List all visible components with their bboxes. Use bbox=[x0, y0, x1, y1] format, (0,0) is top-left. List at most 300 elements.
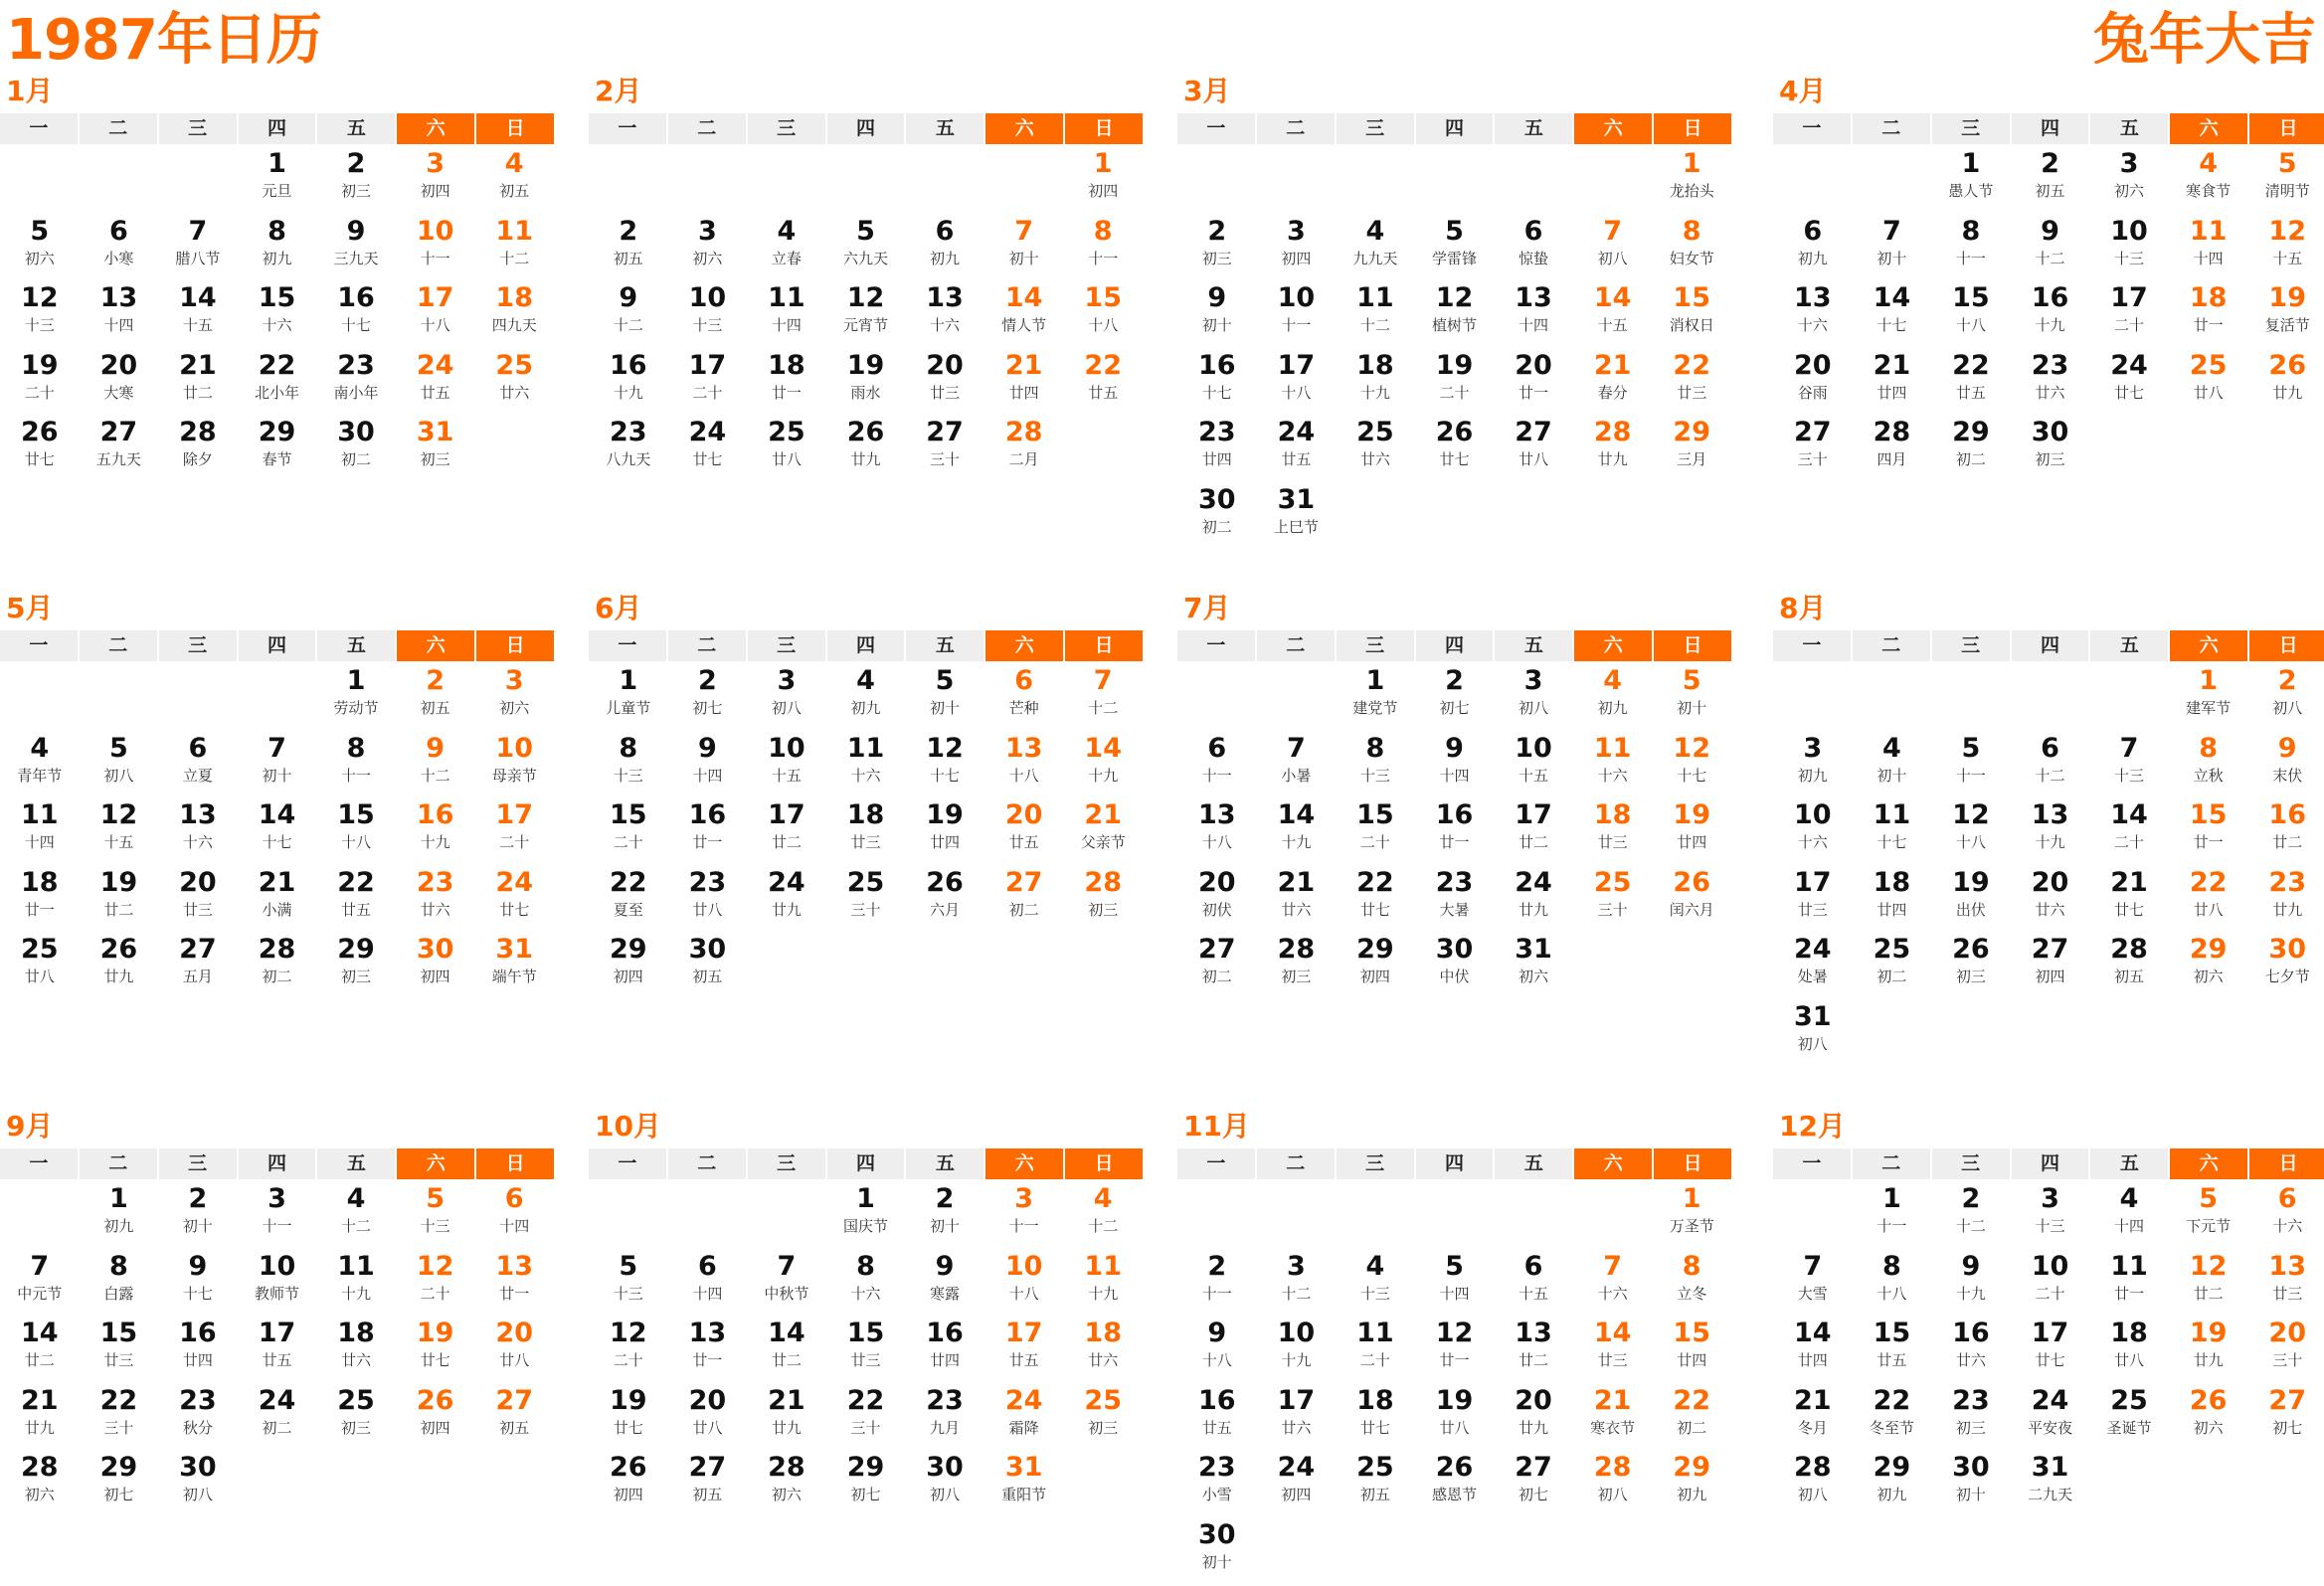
day-number: 30 bbox=[1415, 934, 1495, 965]
lunar-label: 初三 bbox=[316, 965, 396, 988]
day-number: 11 bbox=[2089, 1251, 2169, 1282]
weekday-label: 一 bbox=[0, 1148, 78, 1179]
day-cell bbox=[747, 282, 826, 350]
day-cell bbox=[316, 1318, 396, 1385]
lunar-label: 初伏 bbox=[1177, 898, 1257, 922]
day-number: 17 bbox=[1257, 350, 1337, 381]
day-number: 18 bbox=[0, 867, 80, 898]
day-number: 30 bbox=[316, 417, 396, 447]
lunar-label: 廿八 bbox=[474, 1348, 554, 1372]
day-cell bbox=[0, 934, 80, 1001]
day-number: 13 bbox=[2011, 799, 2090, 830]
day-cell bbox=[0, 799, 80, 867]
month-name: 9月 bbox=[0, 1109, 554, 1145]
day-cell bbox=[747, 417, 826, 484]
weekday-label: 二 bbox=[1853, 630, 1930, 661]
day-number: 13 bbox=[1177, 799, 1257, 830]
day-number: 5 bbox=[1652, 665, 1731, 696]
day-number: 7 bbox=[1573, 216, 1653, 247]
lunar-label: 初三 bbox=[1257, 965, 1337, 988]
day-cell bbox=[1177, 417, 1257, 484]
month-4 bbox=[1773, 74, 2324, 484]
day-cell bbox=[238, 216, 317, 283]
day-number: 1 bbox=[1652, 148, 1731, 179]
day-cell bbox=[1177, 934, 1257, 1001]
day-number: 3 bbox=[238, 1183, 317, 1214]
lunar-label: 廿五 bbox=[984, 830, 1064, 854]
day-number: 5 bbox=[589, 1251, 668, 1282]
lunar-label: 廿三 bbox=[905, 381, 984, 405]
day-cell bbox=[238, 1183, 317, 1251]
day-number: 1 bbox=[589, 665, 668, 696]
lunar-label: 惊蛰 bbox=[1494, 247, 1573, 270]
lunar-label: 父亲节 bbox=[1063, 830, 1143, 854]
day-cell bbox=[2169, 1385, 2248, 1453]
day-cell bbox=[238, 148, 317, 216]
day-cell bbox=[2247, 282, 2324, 350]
lunar-label: 初三 bbox=[1063, 898, 1143, 922]
day-cell bbox=[80, 350, 159, 418]
day-number: 24 bbox=[474, 867, 554, 898]
lunar-label: 初九 bbox=[1773, 764, 1853, 788]
weekday-label: 四 bbox=[1416, 630, 1494, 661]
weekday-label: 三 bbox=[1932, 113, 2010, 144]
weekday-label: 二 bbox=[668, 1148, 746, 1179]
day-cell bbox=[2011, 733, 2090, 800]
day-number: 16 bbox=[2247, 799, 2324, 830]
day-cell bbox=[905, 665, 984, 733]
day-number: 17 bbox=[2089, 282, 2169, 313]
day-cell bbox=[826, 1385, 906, 1453]
day-cell bbox=[2169, 934, 2248, 1001]
weekday-label: 四 bbox=[1416, 113, 1494, 144]
lunar-label: 植树节 bbox=[1415, 313, 1495, 337]
day-number: 9 bbox=[1415, 733, 1495, 764]
day-number: 19 bbox=[826, 350, 906, 381]
day-cell bbox=[0, 350, 80, 418]
lunar-label: 廿八 bbox=[2169, 381, 2248, 405]
lunar-label: 十九 bbox=[1063, 764, 1143, 788]
weekday-label: 六 bbox=[397, 113, 474, 144]
day-cell bbox=[474, 1318, 554, 1385]
lunar-label: 雨水 bbox=[826, 381, 906, 405]
lunar-label: 北小年 bbox=[238, 381, 317, 405]
lunar-label: 十六 bbox=[158, 830, 238, 854]
lunar-label: 初四 bbox=[1257, 1483, 1337, 1506]
day-number: 23 bbox=[316, 350, 396, 381]
weekday-header bbox=[1773, 113, 2324, 144]
month-name: 3月 bbox=[1177, 74, 1731, 109]
day-number: 19 bbox=[1415, 350, 1495, 381]
lunar-label: 初二 bbox=[316, 447, 396, 471]
day-cell bbox=[1573, 665, 1653, 733]
day-number: 29 bbox=[1652, 417, 1731, 447]
day-number: 21 bbox=[158, 350, 238, 381]
day-number: 19 bbox=[80, 867, 159, 898]
day-number: 12 bbox=[1415, 1318, 1495, 1348]
day-grid bbox=[1773, 148, 2324, 484]
lunar-label: 廿九 bbox=[826, 447, 906, 471]
day-number: 24 bbox=[747, 867, 826, 898]
empty-cell bbox=[1853, 665, 1932, 733]
lunar-label: 十九 bbox=[2011, 313, 2090, 337]
day-cell bbox=[1336, 733, 1415, 800]
lunar-label: 廿四 bbox=[984, 381, 1064, 405]
empty-cell bbox=[668, 1183, 748, 1251]
month-2 bbox=[589, 74, 1143, 484]
day-number: 11 bbox=[747, 282, 826, 313]
day-number: 4 bbox=[1853, 733, 1932, 764]
lunar-label: 初五 bbox=[474, 1416, 554, 1440]
lunar-label: 下元节 bbox=[2169, 1214, 2248, 1238]
lunar-label: 十四 bbox=[80, 313, 159, 337]
day-number: 28 bbox=[0, 1452, 80, 1483]
month-11 bbox=[1177, 1109, 1731, 1586]
month-name: 8月 bbox=[1773, 591, 2324, 626]
day-number: 12 bbox=[2247, 216, 2324, 247]
day-cell bbox=[1063, 282, 1143, 350]
day-number: 2 bbox=[158, 1183, 238, 1214]
day-number: 13 bbox=[1494, 1318, 1573, 1348]
day-cell bbox=[396, 1385, 475, 1453]
lunar-label: 十一 bbox=[1177, 764, 1257, 788]
day-cell bbox=[2089, 350, 2169, 418]
day-cell bbox=[0, 282, 80, 350]
day-cell bbox=[1573, 1385, 1653, 1453]
day-cell bbox=[2089, 282, 2169, 350]
day-cell bbox=[1415, 216, 1495, 283]
day-cell bbox=[1415, 733, 1495, 800]
lunar-label: 十九 bbox=[2011, 830, 2090, 854]
day-number: 29 bbox=[238, 417, 317, 447]
day-cell bbox=[474, 733, 554, 800]
day-cell bbox=[316, 733, 396, 800]
day-number: 10 bbox=[1257, 282, 1337, 313]
day-number: 1 bbox=[2169, 665, 2248, 696]
day-number: 18 bbox=[1336, 350, 1415, 381]
day-number: 4 bbox=[1063, 1183, 1143, 1214]
day-number: 28 bbox=[1063, 867, 1143, 898]
lunar-label: 初五 bbox=[474, 179, 554, 203]
weekday-label: 日 bbox=[2249, 630, 2324, 661]
day-number: 22 bbox=[1336, 867, 1415, 898]
day-cell bbox=[1931, 216, 2011, 283]
lunar-label: 冬至节 bbox=[1853, 1416, 1932, 1440]
weekday-label: 三 bbox=[1337, 113, 1414, 144]
day-cell bbox=[2011, 867, 2090, 935]
day-number: 6 bbox=[1177, 733, 1257, 764]
weekday-label: 日 bbox=[476, 1148, 554, 1179]
day-cell bbox=[238, 282, 317, 350]
day-number: 18 bbox=[1063, 1318, 1143, 1348]
weekday-header bbox=[0, 1148, 554, 1179]
day-cell bbox=[1063, 350, 1143, 418]
day-cell bbox=[905, 1452, 984, 1519]
day-number: 7 bbox=[1257, 733, 1337, 764]
day-number: 12 bbox=[826, 282, 906, 313]
day-number: 25 bbox=[1573, 867, 1653, 898]
lunar-label: 三十 bbox=[826, 1416, 906, 1440]
day-number: 15 bbox=[1652, 1318, 1731, 1348]
day-cell bbox=[668, 417, 748, 484]
lunar-label: 廿七 bbox=[396, 1348, 475, 1372]
day-number: 15 bbox=[826, 1318, 906, 1348]
day-cell bbox=[2011, 417, 2090, 484]
day-cell bbox=[1652, 148, 1731, 216]
month-1 bbox=[0, 74, 554, 484]
lunar-label: 廿四 bbox=[1652, 1348, 1731, 1372]
weekday-label: 一 bbox=[1773, 113, 1851, 144]
day-number: 3 bbox=[984, 1183, 1064, 1214]
day-number: 23 bbox=[2247, 867, 2324, 898]
lunar-label: 十一 bbox=[396, 247, 475, 270]
lunar-label: 初七 bbox=[826, 1483, 906, 1506]
lunar-label: 十二 bbox=[2011, 764, 2090, 788]
page-title: 1987年日历 bbox=[6, 0, 321, 76]
day-cell bbox=[984, 1452, 1064, 1519]
lunar-label: 十一 bbox=[984, 1214, 1064, 1238]
day-number: 5 bbox=[2169, 1183, 2248, 1214]
lunar-label: 初九 bbox=[238, 247, 317, 270]
day-number: 27 bbox=[1177, 934, 1257, 965]
lunar-label: 廿一 bbox=[474, 1282, 554, 1306]
day-number: 21 bbox=[1573, 1385, 1653, 1416]
day-number: 8 bbox=[589, 733, 668, 764]
day-number: 28 bbox=[1573, 417, 1653, 447]
lunar-label: 廿八 bbox=[1415, 1416, 1495, 1440]
day-number: 16 bbox=[1931, 1318, 2011, 1348]
day-cell bbox=[1336, 216, 1415, 283]
day-number: 24 bbox=[1494, 867, 1573, 898]
day-cell bbox=[158, 1251, 238, 1319]
lunar-label: 六月 bbox=[905, 898, 984, 922]
day-number: 12 bbox=[396, 1251, 475, 1282]
day-cell bbox=[1931, 148, 2011, 216]
lunar-label: 十一 bbox=[1931, 764, 2011, 788]
lunar-label: 初五 bbox=[2011, 179, 2090, 203]
day-number: 29 bbox=[1931, 417, 2011, 447]
lunar-label: 中秋节 bbox=[747, 1282, 826, 1306]
lunar-label: 廿九 bbox=[747, 1416, 826, 1440]
lunar-label: 元宵节 bbox=[826, 313, 906, 337]
lunar-label: 小寒 bbox=[80, 247, 159, 270]
lunar-label: 初二 bbox=[1177, 515, 1257, 539]
lunar-label: 二十 bbox=[1415, 381, 1495, 405]
lunar-label: 廿六 bbox=[1257, 898, 1337, 922]
day-number: 19 bbox=[1652, 799, 1731, 830]
day-cell bbox=[905, 867, 984, 935]
lunar-label: 二十 bbox=[668, 381, 748, 405]
lunar-label: 初六 bbox=[474, 696, 554, 720]
day-grid bbox=[1177, 148, 1731, 551]
day-cell bbox=[2169, 350, 2248, 418]
day-cell bbox=[1177, 282, 1257, 350]
lunar-label: 廿一 bbox=[2169, 313, 2248, 337]
day-number: 1 bbox=[826, 1183, 906, 1214]
day-number: 18 bbox=[2089, 1318, 2169, 1348]
day-number: 5 bbox=[0, 216, 80, 247]
day-number: 5 bbox=[2247, 148, 2324, 179]
day-cell bbox=[0, 1385, 80, 1453]
weekday-label: 六 bbox=[985, 1148, 1063, 1179]
lunar-label: 廿三 bbox=[826, 830, 906, 854]
weekday-label: 二 bbox=[1853, 1148, 1930, 1179]
lunar-label: 廿一 bbox=[1494, 381, 1573, 405]
day-cell bbox=[1063, 148, 1143, 216]
lunar-label: 廿二 bbox=[1494, 1348, 1573, 1372]
day-cell bbox=[1336, 1318, 1415, 1385]
lunar-label: 十九 bbox=[396, 830, 475, 854]
lunar-label: 初十 bbox=[1177, 313, 1257, 337]
lunar-label: 十五 bbox=[1494, 764, 1573, 788]
day-number: 9 bbox=[1177, 1318, 1257, 1348]
day-cell bbox=[2247, 934, 2324, 1001]
lunar-label: 大雪 bbox=[1773, 1282, 1853, 1306]
lunar-label: 十二 bbox=[1931, 1214, 2011, 1238]
day-cell bbox=[1652, 867, 1731, 935]
day-number: 21 bbox=[1853, 350, 1932, 381]
day-number: 1 bbox=[238, 148, 317, 179]
lunar-label: 五九天 bbox=[80, 447, 159, 471]
day-cell bbox=[2247, 1385, 2324, 1453]
day-cell bbox=[474, 799, 554, 867]
lunar-label: 初九 bbox=[1652, 1483, 1731, 1506]
empty-cell bbox=[1773, 1183, 1853, 1251]
lunar-label: 廿七 bbox=[0, 447, 80, 471]
day-grid bbox=[1773, 665, 2324, 1068]
day-cell bbox=[1931, 350, 2011, 418]
day-number: 4 bbox=[2169, 148, 2248, 179]
empty-cell bbox=[905, 148, 984, 216]
day-number: 17 bbox=[984, 1318, 1064, 1348]
lunar-label: 十五 bbox=[158, 313, 238, 337]
lunar-label: 三月 bbox=[1652, 447, 1731, 471]
day-number: 26 bbox=[905, 867, 984, 898]
weekday-header bbox=[1773, 630, 2324, 661]
day-cell bbox=[1853, 799, 1932, 867]
empty-cell bbox=[0, 148, 80, 216]
day-cell bbox=[238, 733, 317, 800]
lunar-label: 龙抬头 bbox=[1652, 179, 1731, 203]
day-number: 13 bbox=[905, 282, 984, 313]
lunar-label: 初四 bbox=[1063, 179, 1143, 203]
day-number: 2 bbox=[1177, 1251, 1257, 1282]
weekday-label: 六 bbox=[2170, 630, 2247, 661]
day-number: 19 bbox=[1415, 1385, 1495, 1416]
lunar-label: 四月 bbox=[1853, 447, 1932, 471]
day-cell bbox=[826, 417, 906, 484]
day-cell bbox=[747, 1318, 826, 1385]
lunar-label: 冬月 bbox=[1773, 1416, 1853, 1440]
lunar-label: 廿五 bbox=[238, 1348, 317, 1372]
lunar-label: 初十 bbox=[1853, 764, 1932, 788]
day-cell bbox=[1063, 1183, 1143, 1251]
lunar-label: 十八 bbox=[1177, 1348, 1257, 1372]
weekday-label: 日 bbox=[1065, 1148, 1143, 1179]
lunar-label: 廿八 bbox=[2089, 1348, 2169, 1372]
day-number: 25 bbox=[1853, 934, 1932, 965]
lunar-label: 初三 bbox=[1931, 1416, 2011, 1440]
lunar-label: 廿二 bbox=[1494, 830, 1573, 854]
day-cell bbox=[80, 1385, 159, 1453]
weekday-label: 一 bbox=[589, 1148, 666, 1179]
lunar-label: 学雷锋 bbox=[1415, 247, 1495, 270]
day-cell bbox=[1415, 665, 1495, 733]
day-cell bbox=[2011, 1452, 2090, 1519]
weekday-label: 日 bbox=[1654, 1148, 1731, 1179]
lunar-label: 廿四 bbox=[905, 1348, 984, 1372]
lunar-label: 廿九 bbox=[2169, 1348, 2248, 1372]
weekday-label: 五 bbox=[317, 630, 395, 661]
day-cell bbox=[158, 1318, 238, 1385]
day-cell bbox=[158, 216, 238, 283]
day-number: 31 bbox=[984, 1452, 1064, 1483]
lunar-label: 初八 bbox=[158, 1483, 238, 1506]
lunar-label: 初七 bbox=[668, 696, 748, 720]
lunar-label: 中元节 bbox=[0, 1282, 80, 1306]
lunar-label: 小雪 bbox=[1177, 1483, 1257, 1506]
day-cell bbox=[1257, 1452, 1337, 1519]
lunar-label: 谷雨 bbox=[1773, 381, 1853, 405]
day-number: 26 bbox=[1931, 934, 2011, 965]
day-cell bbox=[2089, 733, 2169, 800]
lunar-label: 二十 bbox=[474, 830, 554, 854]
day-number: 10 bbox=[238, 1251, 317, 1282]
day-cell bbox=[396, 799, 475, 867]
day-number: 20 bbox=[1494, 1385, 1573, 1416]
lunar-label: 元旦 bbox=[238, 179, 317, 203]
day-number: 18 bbox=[474, 282, 554, 313]
empty-cell bbox=[1336, 148, 1415, 216]
day-number: 5 bbox=[826, 216, 906, 247]
weekday-label: 日 bbox=[2249, 113, 2324, 144]
weekday-label: 五 bbox=[2090, 113, 2168, 144]
day-number: 21 bbox=[1063, 799, 1143, 830]
lunar-label: 教师节 bbox=[238, 1282, 317, 1306]
lunar-label: 二十 bbox=[589, 1348, 668, 1372]
day-number: 25 bbox=[1336, 1452, 1415, 1483]
day-cell bbox=[474, 350, 554, 418]
day-cell bbox=[2089, 1318, 2169, 1385]
day-cell bbox=[1573, 282, 1653, 350]
lunar-label: 初七 bbox=[1415, 696, 1495, 720]
lunar-label: 三十 bbox=[80, 1416, 159, 1440]
day-number: 26 bbox=[1415, 417, 1495, 447]
weekday-label: 四 bbox=[239, 1148, 316, 1179]
lunar-label: 十八 bbox=[984, 764, 1064, 788]
lunar-label: 二九天 bbox=[2011, 1483, 2090, 1506]
lunar-label: 廿五 bbox=[316, 898, 396, 922]
lunar-label: 廿三 bbox=[1652, 381, 1731, 405]
lunar-label: 初五 bbox=[2089, 965, 2169, 988]
lunar-label: 十八 bbox=[1257, 381, 1337, 405]
empty-cell bbox=[1415, 1183, 1495, 1251]
day-number: 21 bbox=[984, 350, 1064, 381]
lunar-label: 十九 bbox=[1063, 1282, 1143, 1306]
day-number: 16 bbox=[1177, 350, 1257, 381]
day-grid bbox=[1177, 1183, 1731, 1586]
day-cell bbox=[1773, 417, 1853, 484]
lunar-label: 初八 bbox=[1773, 1032, 1853, 1056]
lunar-label: 初六 bbox=[2089, 179, 2169, 203]
day-cell bbox=[826, 799, 906, 867]
day-number: 20 bbox=[1773, 350, 1853, 381]
weekday-label: 二 bbox=[1853, 113, 1930, 144]
day-cell bbox=[984, 665, 1064, 733]
day-cell bbox=[1336, 1452, 1415, 1519]
day-number: 27 bbox=[158, 934, 238, 965]
day-cell bbox=[1415, 350, 1495, 418]
